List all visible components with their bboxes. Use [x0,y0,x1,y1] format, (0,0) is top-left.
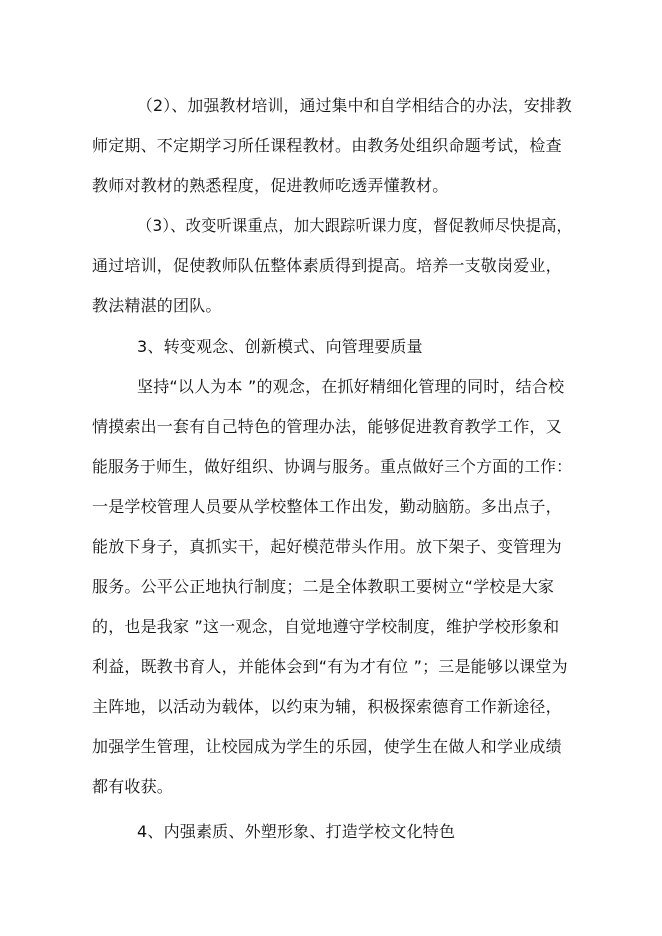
section-heading: 4、内强素质、外塑形象、打造学校文化特色 [137,822,456,841]
text-line: 主阵地，以活动为载体，以约束为辅，积极探索德育工作新途径， [92,697,562,716]
text-line: 利益，既教书育人，并能体会到“有为才有位 ”；三是能够以课堂为 [92,657,568,676]
text-line: 服务。公平公正地执行制度；二是全体教职工要树立“学校是大家 [92,577,555,596]
text-line: （2）、加强教材培训，通过集中和自学相结合的办法，安排教 [137,96,572,115]
text-line: 能放下身子，真抓实干，起好模范带头作用。放下架子、变管理为 [92,537,562,556]
text-line: 坚持“以人为本 ”的观念，在抓好精细化管理的同时，结合校 [137,377,565,396]
text-line: 能服务于师生，做好组织、协调与服务。重点做好三个方面的工作： [92,457,573,476]
text-line: 都有收获。 [92,777,174,796]
text-line: 通过培训，促使教师队伍整体素质得到提高。培养一支敬岗爱业， [92,256,562,275]
text-line: 教法精湛的团队。 [92,296,222,315]
section-heading: 3、转变观念、创新模式、向管理要质量 [137,337,423,356]
text-line: 一是学校管理人员要从学校整体工作出发，勤动脑筋。多出点子， [92,497,562,516]
text-line: 师定期、不定期学习所任课程教材。由教务处组织命题考试，检查 [92,136,562,155]
text-line: 的，也是我家 ”这一观念，自觉地遵守学校制度，维护学校形象和 [92,617,560,636]
text-line: （3）、改变听课重点，加大跟踪听课力度，督促教师尽快提高， [137,216,573,235]
text-line: 教师对教材的熟悉程度，促进教师吃透弄懂教材。 [92,176,449,195]
text-line: 情摸索出一套有自己特色的管理办法，能够促进教育教学工作，又 [92,417,562,436]
text-line: 加强学生管理，让校园成为学生的乐园，使学生在做人和学业成绩 [92,737,562,756]
